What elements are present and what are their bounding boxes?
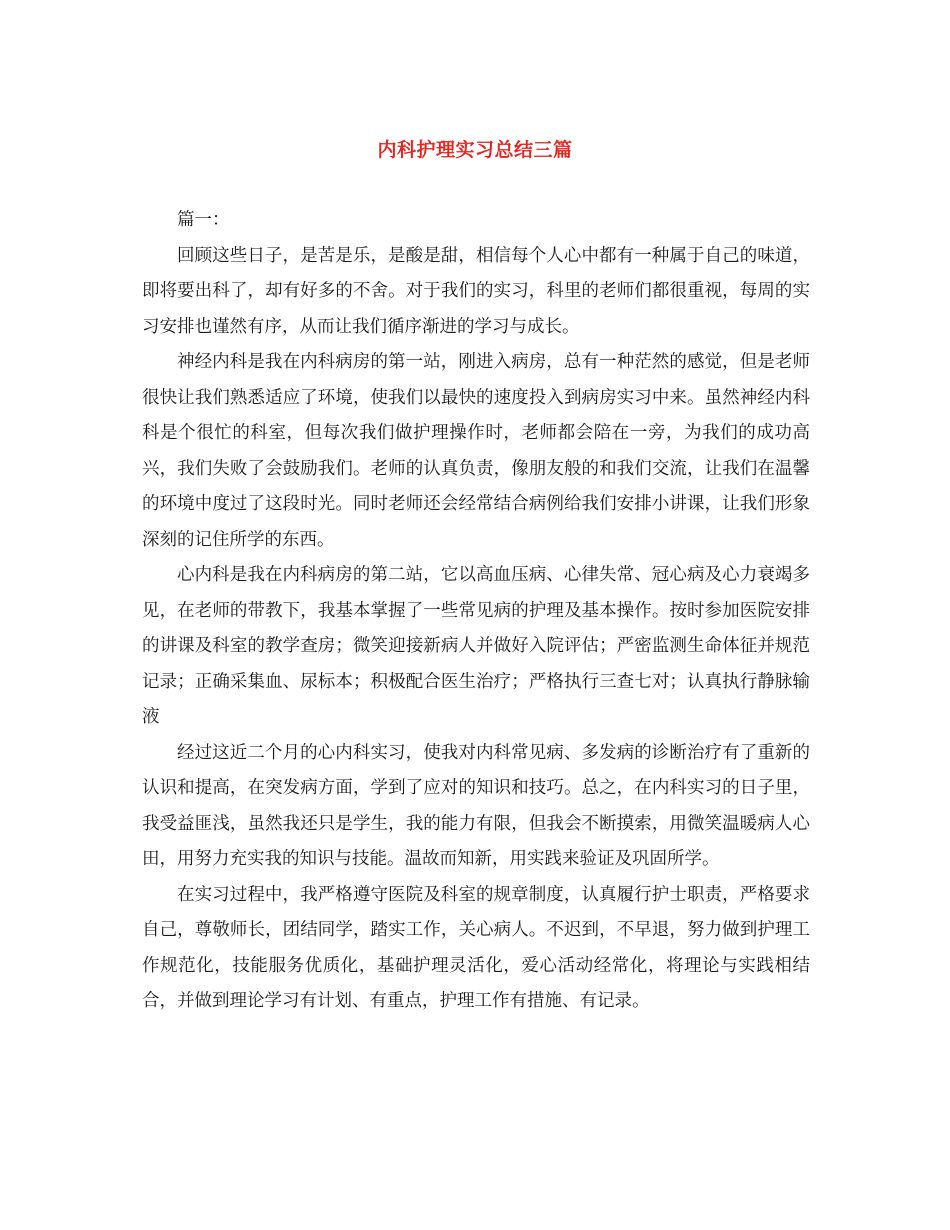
- paragraph: 回顾这些日子，是苦是乐，是酸是甜，相信每个人心中都有一种属于自己的味道，即将要出科了，却有好多的不舍。对于我们的实习，科里的老师们都很重视，每周的实习安排也谨然有序，从而让我们循序渐进的学习与成长。: [142, 245, 810, 337]
- document-body: [142, 203, 810, 1020]
- paragraph: 神经内科是我在内科病房的第一站，刚进入病房，总有一种茫然的感觉，但是老师很快让我们熟悉适应了环境，使我们以最快的速度投入到病房实习中来。虽然神经内科科是个很忙的科室，但每次我们做护理操作时，老师都会陪在一旁，为我们的成功高兴，我们失败了会鼓励我们。老师的认真负责，像朋友般的和我们交流，让我们在温馨的环境中度过了这段时光。同时老师还会经常结合病例给我们安排小讲课，让我们形象深刻的记住所学的东西。: [142, 352, 810, 550]
- paragraph: 心内科是我在内科病房的第二站，它以高血压病、心律失常、冠心病及心力衰竭多见，在老师的带教下，我基本掌握了一些常见病的护理及基本操作。按时参加医院安排的讲课及科室的教学查房；微笑迎接新病人并做好入院评估；严密监测生命体征并规范记录；正确采集血、尿标本；积极配合医生治疗；严格执行三查七对；认真执行静脉输液: [142, 565, 810, 727]
- paragraph: 在实习过程中，我严格遵守医院及科室的规章制度，认真履行护士职责，严格要求自己，尊敬师长，团结同学，踏实工作，关心病人。不迟到，不早退，努力做到护理工作规范化，技能服务优质化，基础护理灵活化，爱心活动经常化，将理论与实践相结合，并做到理论学习有计划、有重点，护理工作有措施、有记录。: [142, 884, 810, 1011]
- section-label: 篇一：: [177, 210, 230, 230]
- page-title: 内科护理实习总结三篇: [377, 139, 573, 161]
- paragraph: 经过这近二个月的心内科实习，使我对内科常见病、多发病的诊断治疗有了重新的认识和提高，在突发病方面，学到了应对的知识和技巧。总之，在内科实习的日子里，我受益匪浅，虽然我还只是学生，我的能力有限，但我会不断摸索，用微笑温暖病人心田，用努力充实我的知识与技能。温故而知新，用实践来验证及巩固所学。: [142, 742, 810, 869]
